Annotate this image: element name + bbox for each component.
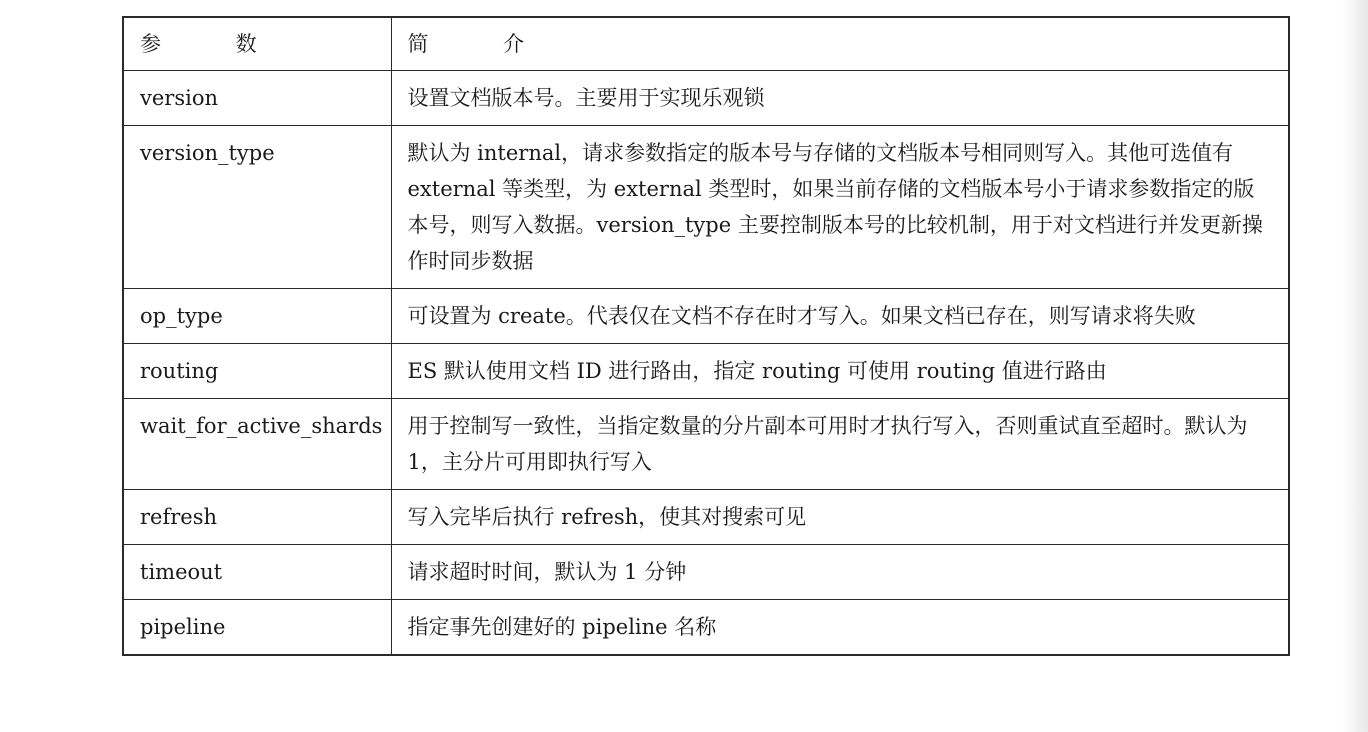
param-description: 指定事先创建好的 pipeline 名称: [391, 600, 1289, 656]
parameter-table: [122, 16, 1290, 656]
table-row: [123, 545, 1289, 600]
table-header-row: [123, 17, 1289, 71]
param-name: refresh: [123, 490, 391, 545]
param-description: 设置文档版本号。主要用于实现乐观锁: [391, 71, 1289, 126]
param-name: version: [123, 71, 391, 126]
header-param: [123, 17, 391, 71]
param-name: pipeline: [123, 600, 391, 656]
header-summary-label: 简 介: [407, 32, 559, 56]
page-edge-shadow: [1342, 0, 1368, 732]
param-name: routing: [123, 344, 391, 399]
table-row: [123, 399, 1289, 490]
param-description: 请求超时时间，默认为 1 分钟: [391, 545, 1289, 600]
table-row: [123, 344, 1289, 399]
param-description: 用于控制写一致性，当指定数量的分片副本可用时才执行写入，否则重试直至超时。默认为 1，主分片可用即执行写入: [391, 399, 1289, 490]
header-summary: [391, 17, 1289, 71]
param-name: timeout: [123, 545, 391, 600]
header-param-label: 参 数: [140, 32, 291, 56]
param-description: 可设置为 create。代表仅在文档不存在时才写入。如果文档已存在，则写请求将失败: [391, 289, 1289, 344]
table-row: [123, 289, 1289, 344]
param-name: op_type: [123, 289, 391, 344]
param-name: version_type: [123, 126, 391, 289]
table-row: [123, 71, 1289, 126]
table-row: [123, 490, 1289, 545]
table-row: [123, 126, 1289, 289]
table-header: [123, 17, 1289, 71]
param-description: 写入完毕后执行 refresh，使其对搜索可见: [391, 490, 1289, 545]
param-name: wait_for_active_shards: [123, 399, 391, 490]
param-description: 默认为 internal，请求参数指定的版本号与存储的文档版本号相同则写入。其他可选值有 external 等类型，为 external 类型时，如果当前存储的文档版本号小于请求参数指定的版本号，则写入数据。version_type 主要控制版本号的比较机制，用于对文档进行并发更新操作时同步数据: [391, 126, 1289, 289]
param-description: ES 默认使用文档 ID 进行路由，指定 routing 可使用 routing 值进行路由: [391, 344, 1289, 399]
table-row: [123, 600, 1289, 656]
table-body: [123, 71, 1289, 656]
